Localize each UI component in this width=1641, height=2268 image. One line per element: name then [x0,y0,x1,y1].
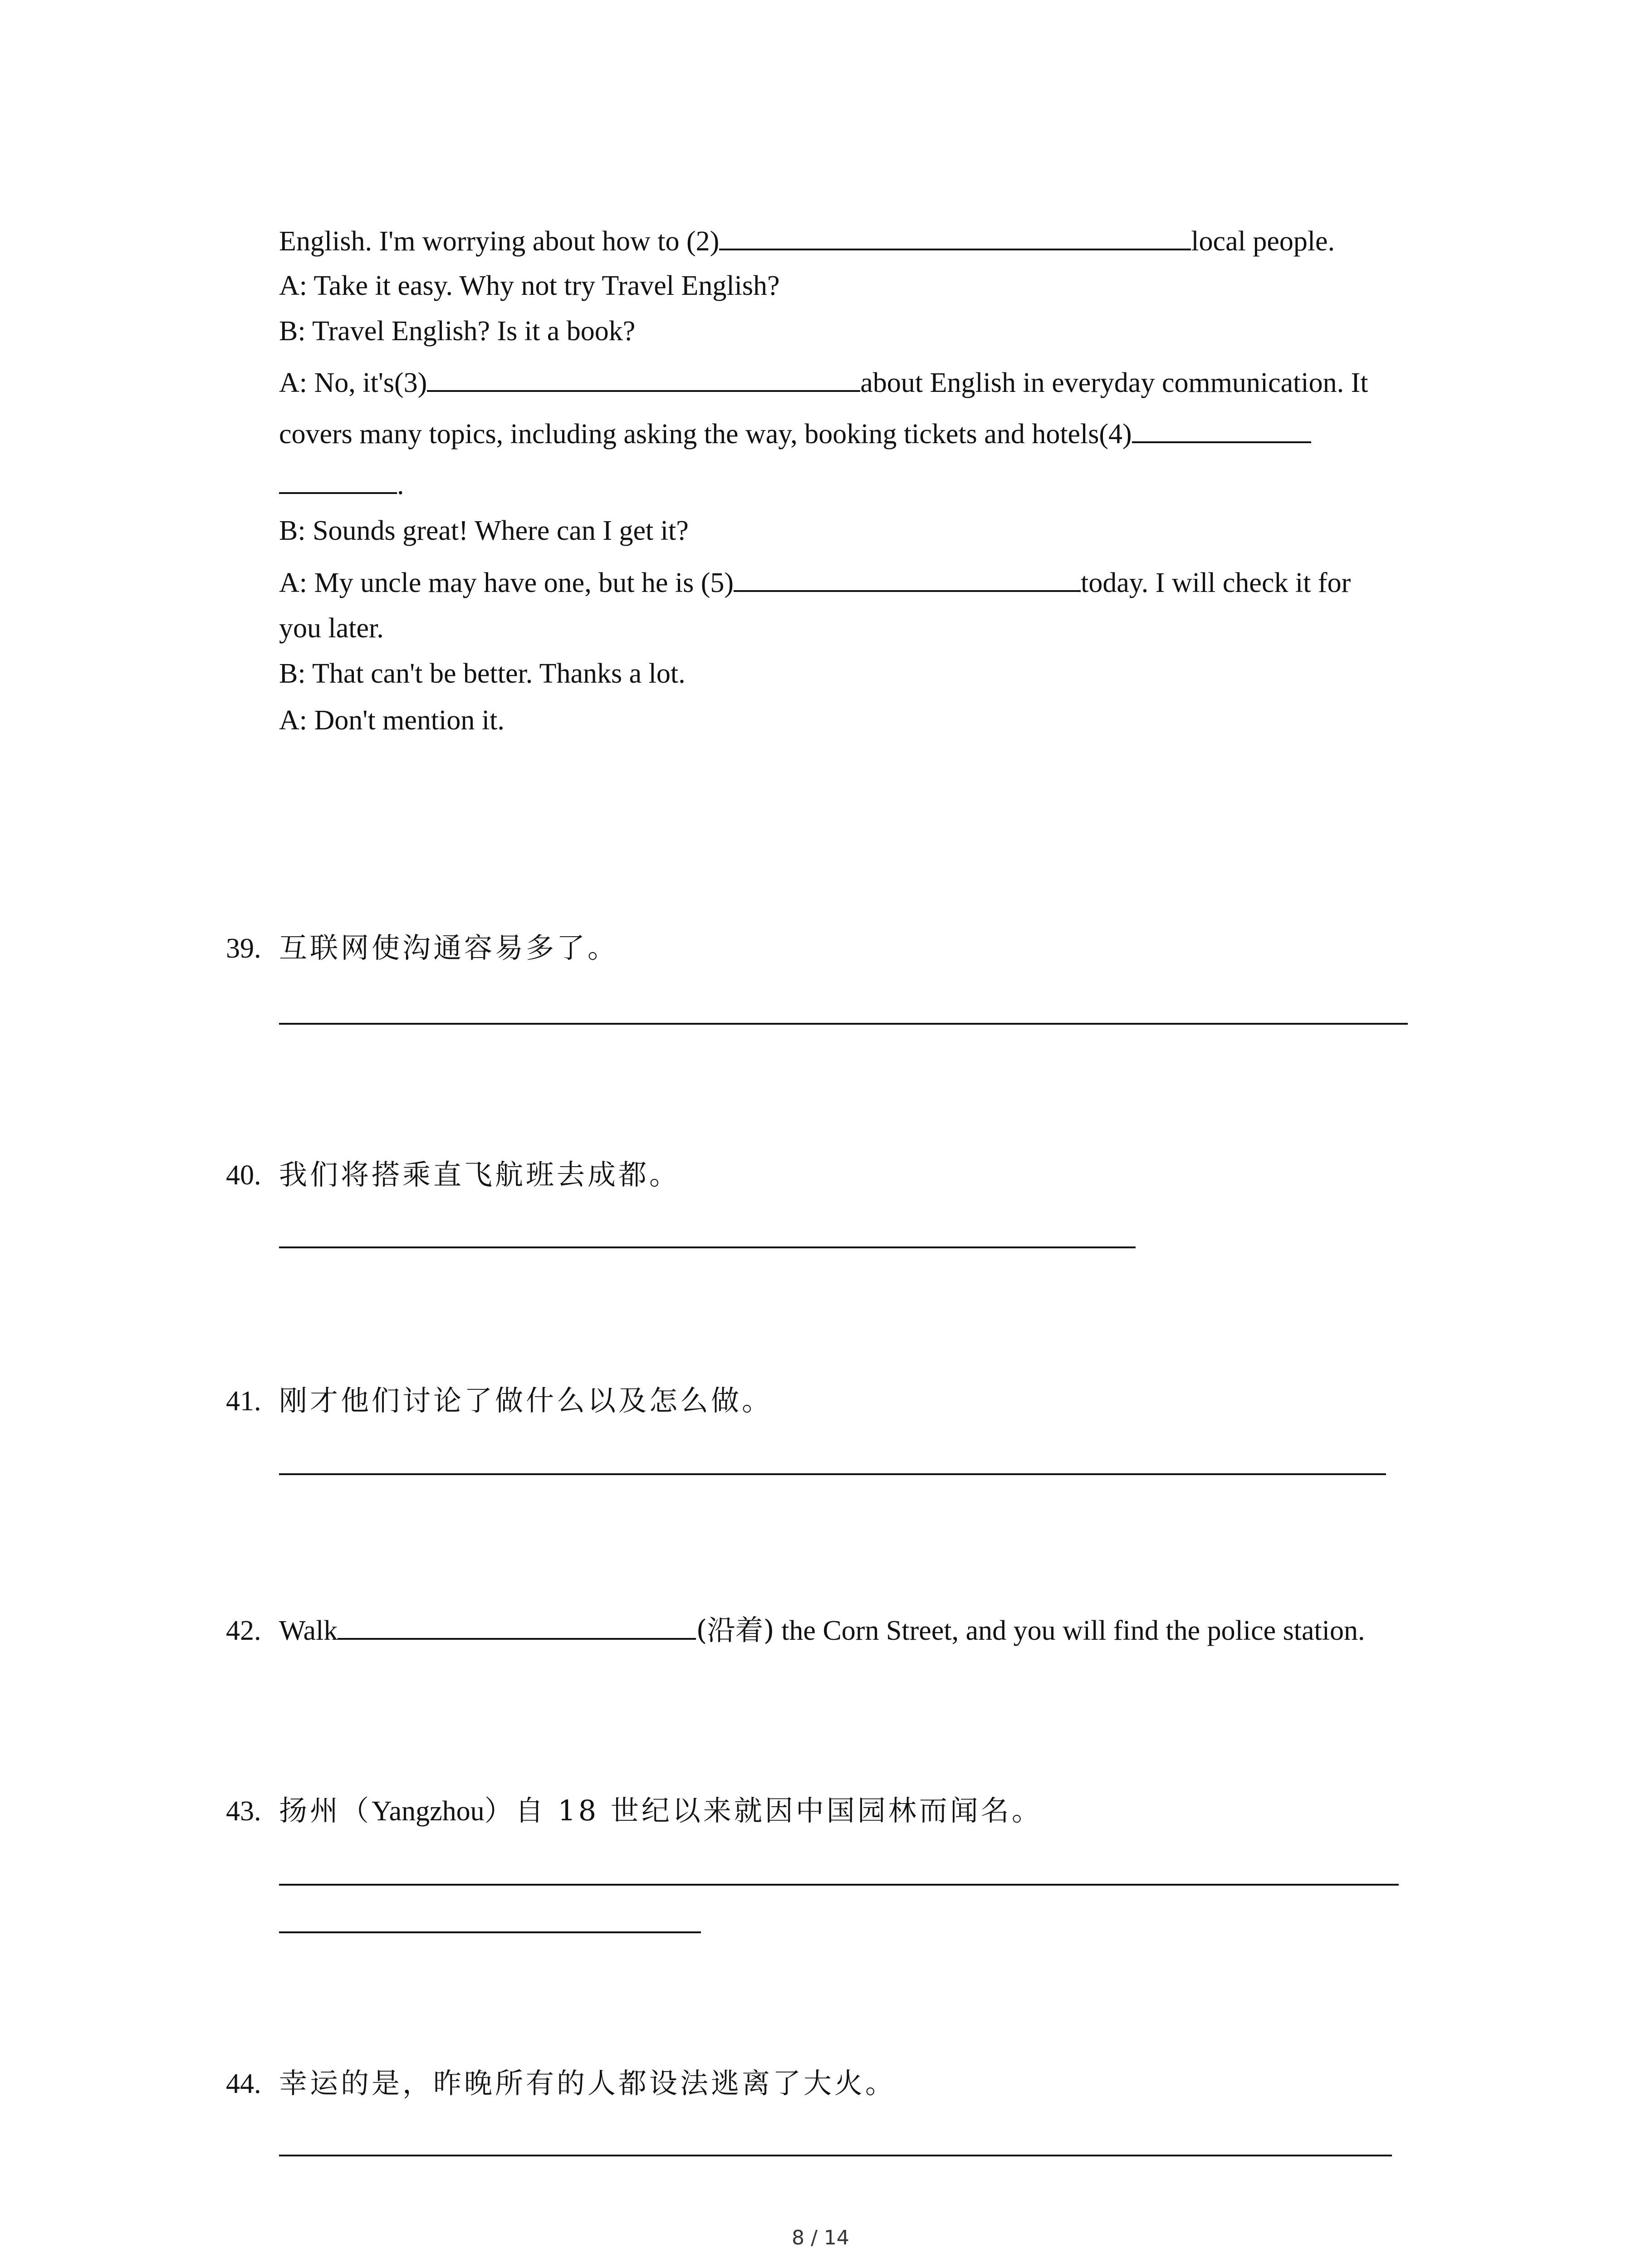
blank-4a[interactable] [1132,415,1311,443]
question-number: 42. [226,1615,261,1646]
question-text: 我们将搭乘直飞航班去成都。 [279,1158,681,1191]
dialogue-text: A: My uncle may have one, but he is (5) [279,567,734,598]
dialogue-line-11: A: Don't mention it. [279,705,505,736]
question-41 [226,1383,773,1419]
question-text: 互联网使沟通容易多了。 [279,931,619,964]
dialogue-line-3: B: Travel English? Is it a book? [279,316,636,347]
question-42 [226,1612,1365,1649]
question-43 [226,1793,1043,1829]
question-number: 41. [226,1386,261,1417]
answer-line-43b[interactable] [279,1931,701,1933]
question-text: Yangzhou [372,1796,485,1827]
dialogue-line-5 [279,415,1311,452]
dialogue-text: . [397,469,404,500]
dialogue-text: English. I'm worrying about how to (2) [279,226,720,257]
question-44 [226,2065,896,2102]
question-text: 幸运的是，昨晚所有的人都设法逃离了大火。 [279,2067,896,2100]
dialogue-text: today. I will check it for [1081,567,1351,598]
question-text: ）自 18 世纪以来就因中国园林而闻名。 [484,1794,1043,1827]
page-number: 8 / 14 [792,2226,849,2249]
answer-line-39[interactable] [279,1023,1408,1025]
answer-line-40[interactable] [279,1246,1136,1248]
question-number: 39. [226,933,261,964]
question-text: 刚才他们讨论了做什么以及怎么做。 [279,1384,773,1417]
dialogue-line-4 [279,364,1368,401]
blank-42[interactable] [338,1612,696,1640]
question-text: 扬州（ [279,1794,372,1827]
blank-2[interactable] [719,222,1191,250]
dialogue-line-9: you later. [279,613,384,644]
blank-4b[interactable] [279,466,397,494]
dialogue-line-2: A: Take it easy. Why not try Travel English? [279,270,780,301]
dialogue-line-6 [279,466,404,503]
blank-5[interactable] [734,564,1081,592]
dialogue-line-8 [279,564,1351,601]
question-number: 44. [226,2068,261,2099]
question-39 [226,930,618,967]
hint-text: (沿着) [696,1613,774,1647]
answer-line-41[interactable] [279,1473,1386,1475]
dialogue-text: local people. [1191,226,1335,257]
dialogue-text: about English in everyday communication. It [860,367,1368,398]
dialogue-line-10: B: That can't be better. Thanks a lot. [279,658,686,689]
dialogue-line-1 [279,222,1335,259]
dialogue-line-7: B: Sounds great! Where can I get it? [279,515,689,546]
question-40 [226,1157,680,1193]
question-number: 40. [226,1160,261,1191]
question-text: Walk [279,1615,338,1646]
answer-line-44[interactable] [279,2155,1392,2156]
question-number: 43. [226,1796,261,1827]
answer-line-43a[interactable] [279,1884,1399,1886]
blank-3[interactable] [427,364,860,392]
dialogue-text: A: No, it's(3) [279,367,427,398]
dialogue-text: covers many topics, including asking the way, booking tickets and hotels(4) [279,419,1132,450]
question-text: the Corn Street, and you will find the police station. [774,1615,1365,1646]
